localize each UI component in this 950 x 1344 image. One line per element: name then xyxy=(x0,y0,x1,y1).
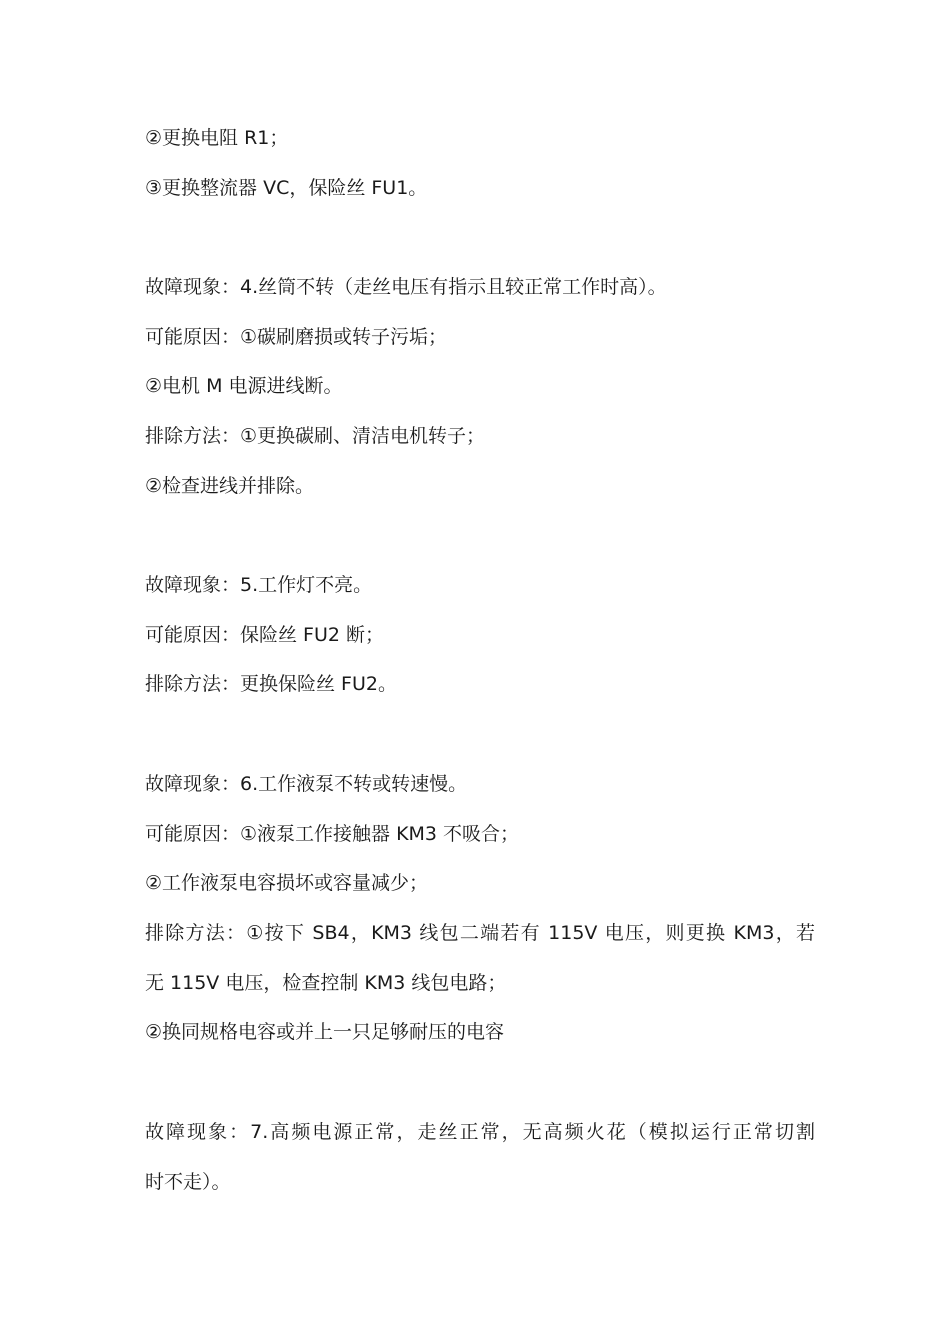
text-line: 故障现象：7.高频电源正常，走丝正常，无高频火花（模拟运行正常切割 xyxy=(145,1121,815,1143)
text-line: 可能原因：①碳刷磨损或转子污垢； xyxy=(145,326,448,348)
text-line: 故障现象：4.丝筒不转（走丝电压有指示且较正常工作时高）。 xyxy=(145,276,667,298)
text-line: 可能原因：①液泵工作接触器 KM3 不吸合； xyxy=(145,823,520,845)
text-line: 时不走）。 xyxy=(145,1171,231,1193)
text-line: 排除方法：①按下 SB4，KM3 线包二端若有 115V 电压，则更换 KM3，若 xyxy=(145,922,815,944)
text-line: 可能原因：保险丝 FU2 断； xyxy=(145,624,385,646)
text-line: ②电机 M 电源进线断。 xyxy=(145,375,343,397)
text-line: 故障现象：5.工作灯不亮。 xyxy=(145,574,373,596)
text-line: ②检查进线并排除。 xyxy=(145,475,315,497)
text-line: ②更换电阻 R1； xyxy=(145,127,289,149)
text-line: ②换同规格电容或并上一只足够耐压的电容 xyxy=(145,1021,505,1043)
text-line: ②工作液泵电容损坏或容量减少； xyxy=(145,872,429,894)
text-line: ③更换整流器 VC，保险丝 FU1。 xyxy=(145,177,428,199)
text-line: 排除方法：①更换碳刷、清洁电机转子； xyxy=(145,425,486,447)
text-line: 故障现象：6.工作液泵不转或转速慢。 xyxy=(145,773,468,795)
text-line: 排除方法：更换保险丝 FU2。 xyxy=(145,673,397,695)
text-line: 无 115V 电压，检查控制 KM3 线包电路； xyxy=(145,972,507,994)
